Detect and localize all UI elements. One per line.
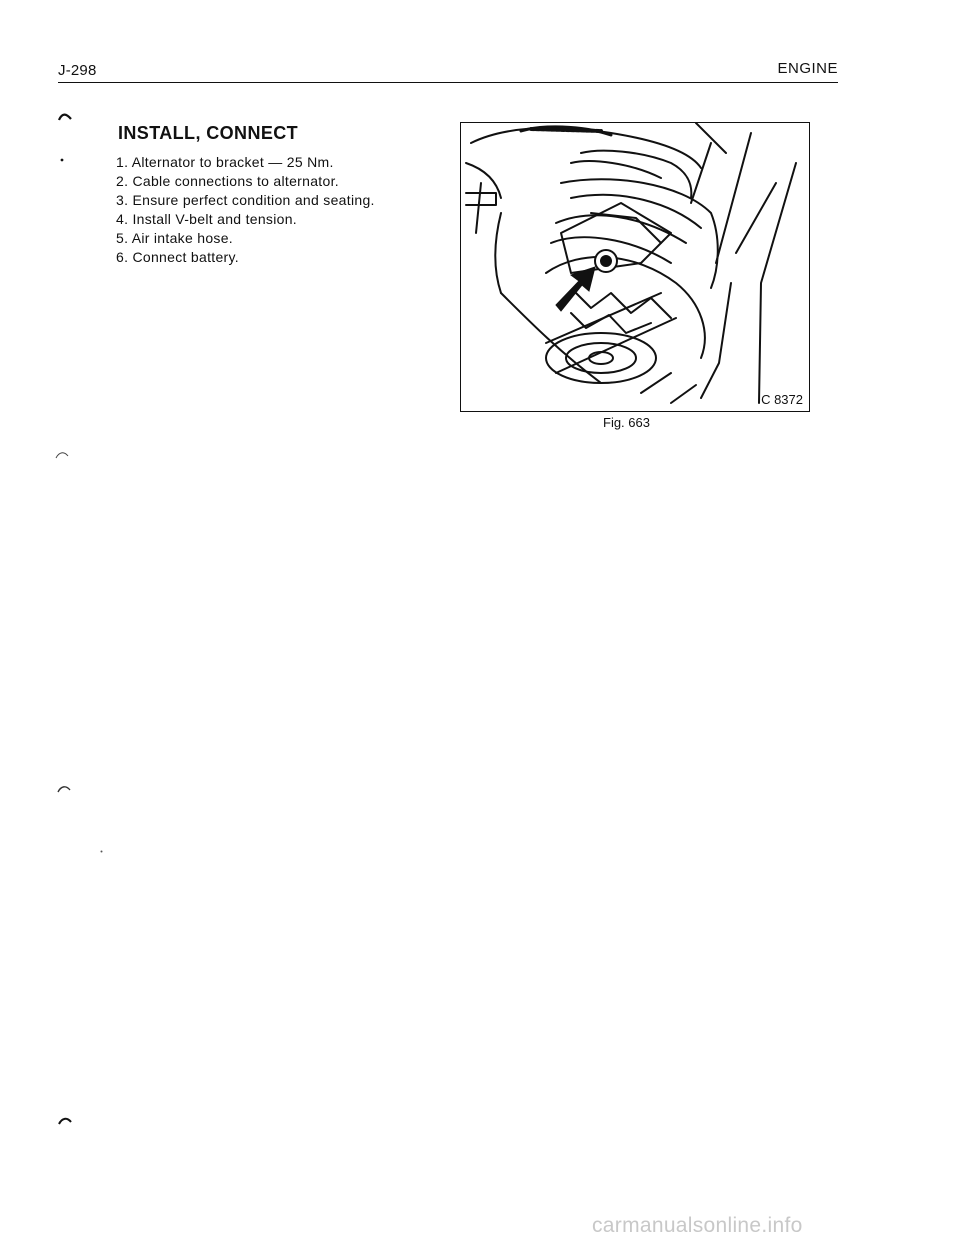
procedure-step: 4. Install V-belt and tension. [116,211,297,227]
procedure-step: 5. Air intake hose. [116,230,233,246]
binder-mark-icon [57,784,71,794]
binder-mark-icon [55,450,69,460]
alternator-mounting-illustration-icon [461,123,809,411]
figure-code: C 8372 [761,392,803,407]
figure-caption: Fig. 663 [603,415,650,430]
watermark: carmanualsonline.info [592,1214,803,1237]
procedure-step: 3. Ensure perfect condition and seating. [116,192,375,208]
page-number: J-298 [58,62,97,79]
header-divider [58,82,838,83]
procedure-steps [116,153,375,267]
binder-mark-icon [58,112,72,122]
section-title: ENGINE [777,60,838,77]
figure-frame [460,122,810,412]
procedure-step: 2. Cable connections to alternator. [116,173,339,189]
procedure-step: 6. Connect battery. [116,249,239,265]
binder-mark-icon [60,158,64,162]
procedure-step: 1. Alternator to bracket — 25 Nm. [116,154,334,170]
binder-mark-icon [58,1116,72,1126]
binder-mark-icon [100,850,103,853]
procedure-heading: INSTALL, CONNECT [118,123,299,143]
